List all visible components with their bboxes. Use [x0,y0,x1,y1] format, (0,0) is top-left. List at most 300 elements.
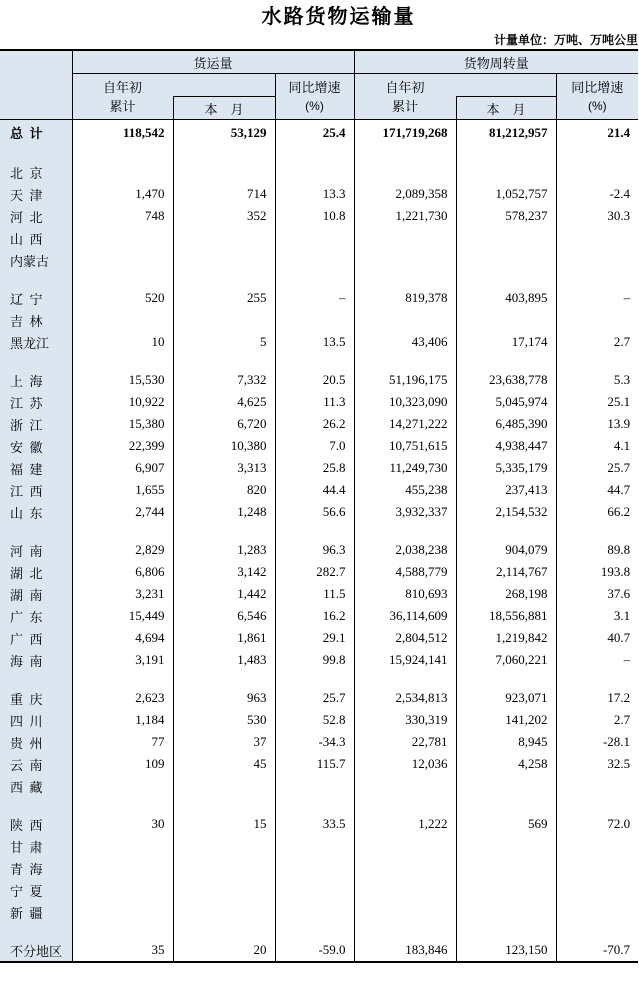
value-cell: 6,806 [72,561,173,583]
value-cell: 43,406 [354,331,456,353]
yoy-label-line2: (%) [305,98,324,113]
region-cell [0,671,72,687]
value-cell [173,857,275,879]
table-row [0,835,638,857]
value-cell: 3,313 [173,457,275,479]
value-cell [354,249,456,271]
value-cell: 99.8 [275,649,354,671]
region-cell: 江 西 [0,479,72,501]
value-cell: 25.7 [556,457,638,479]
value-cell: 4,694 [72,627,173,649]
value-cell [173,309,275,331]
table-header [0,50,638,120]
region-cell [0,271,72,287]
value-cell: 20.5 [275,369,354,391]
value-cell: 81,212,957 [456,120,556,146]
table-row [0,731,638,753]
value-cell: 25.4 [275,120,354,146]
value-cell: 6,907 [72,457,173,479]
value-cell: 530 [173,709,275,731]
region-cell: 不分地区 [0,939,72,962]
value-cell [275,161,354,183]
value-cell: 904,079 [456,539,556,561]
value-cell [173,835,275,857]
region-cell: 福 建 [0,457,72,479]
value-cell: 26.2 [275,413,354,435]
region-cell: 山 西 [0,227,72,249]
col-header-yoy-turnover [556,74,638,120]
region-cell: 河 北 [0,205,72,227]
value-cell [173,879,275,901]
value-cell [72,271,173,287]
spacer-row [0,271,638,287]
value-cell [72,161,173,183]
value-cell: 10,922 [72,391,173,413]
table-row [0,161,638,183]
value-cell [556,523,638,539]
value-cell: 3,231 [72,583,173,605]
value-cell: 2,829 [72,539,173,561]
value-cell [556,227,638,249]
value-cell [556,879,638,901]
table-row [0,857,638,879]
value-cell: 44.4 [275,479,354,501]
value-cell [354,523,456,539]
value-cell: 748 [72,205,173,227]
table-row [0,309,638,331]
value-cell [72,857,173,879]
value-cell [456,271,556,287]
value-cell: 141,202 [456,709,556,731]
value-cell: 7,060,221 [456,649,556,671]
table-row [0,561,638,583]
region-cell: 湖 南 [0,583,72,605]
value-cell: 5,045,974 [456,391,556,413]
value-cell: 1,221,730 [354,205,456,227]
value-cell [354,145,456,161]
value-cell: 72.0 [556,813,638,835]
value-cell [72,353,173,369]
region-cell: 新 疆 [0,901,72,923]
value-cell: 2,038,238 [354,539,456,561]
value-cell: 4,625 [173,391,275,413]
value-cell [72,835,173,857]
region-cell: 宁 夏 [0,879,72,901]
table-row [0,879,638,901]
region-cell: 河 南 [0,539,72,561]
region-cell: 湖 北 [0,561,72,583]
value-cell [275,227,354,249]
spacer-row [0,523,638,539]
value-cell [275,271,354,287]
value-cell [556,835,638,857]
value-cell: – [556,649,638,671]
value-cell: 2,089,358 [354,183,456,205]
value-cell: 5,335,179 [456,457,556,479]
region-cell: 青 海 [0,857,72,879]
yoy-label-line1: 同比增速 [288,79,341,95]
value-cell: 5 [173,331,275,353]
value-cell [72,309,173,331]
region-cell: 浙 江 [0,413,72,435]
value-cell [556,671,638,687]
value-cell: 53,129 [173,120,275,146]
value-cell: 51,196,175 [354,369,456,391]
value-cell: 15,924,141 [354,649,456,671]
table-row [0,649,638,671]
value-cell [354,797,456,813]
value-cell [275,901,354,923]
yoy-label-line2: (%) [587,98,607,113]
table-row [0,687,638,709]
value-cell [456,923,556,939]
value-cell: -2.4 [556,183,638,205]
region-cell: 海 南 [0,649,72,671]
value-cell: 11,249,730 [354,457,456,479]
value-cell: 12,036 [354,753,456,775]
value-cell [275,145,354,161]
value-cell [456,901,556,923]
value-cell: 810,693 [354,583,456,605]
unit-note: 计量单位：万吨、万吨公里 [493,33,638,47]
value-cell: 8,945 [456,731,556,753]
table-row [0,391,638,413]
value-cell: 32.5 [556,753,638,775]
region-cell: 四 川 [0,709,72,731]
region-cell: 安 徽 [0,435,72,457]
value-cell: -28.1 [556,731,638,753]
region-cell: 天 津 [0,183,72,205]
value-cell [456,835,556,857]
value-cell [556,353,638,369]
value-cell: 17.2 [556,687,638,709]
table-row [0,709,638,731]
value-cell [275,353,354,369]
value-cell: 11.3 [275,391,354,413]
value-cell: 183,846 [354,939,456,962]
col-header-cumulative-turnover [354,74,456,120]
value-cell [173,775,275,797]
value-cell: 455,238 [354,479,456,501]
value-cell [275,775,354,797]
value-cell [456,145,556,161]
header-group-row [0,50,638,74]
value-cell [354,923,456,939]
value-cell [456,797,556,813]
value-cell: 1,222 [354,813,456,835]
value-cell: 109 [72,753,173,775]
cumulative-label-line2: 累计 [109,98,136,114]
value-cell [556,857,638,879]
region-cell: 北 京 [0,161,72,183]
value-cell: 56.6 [275,501,354,523]
value-cell [275,309,354,331]
region-cell: 黑龙江 [0,331,72,353]
value-cell: 171,719,268 [354,120,456,146]
value-cell [173,249,275,271]
value-cell [275,671,354,687]
region-cell: 山 东 [0,501,72,523]
value-cell [173,145,275,161]
region-cell: 总 计 [0,120,72,146]
value-cell: 2,804,512 [354,627,456,649]
value-cell: 1,861 [173,627,275,649]
value-cell [556,145,638,161]
value-cell: 13.3 [275,183,354,205]
spacer-row [0,923,638,939]
value-cell [456,353,556,369]
value-cell: -34.3 [275,731,354,753]
value-cell: 7,332 [173,369,275,391]
table-row [0,205,638,227]
value-cell: 30 [72,813,173,835]
region-cell [0,797,72,813]
value-cell [354,671,456,687]
value-cell [456,227,556,249]
cumulative-label-line2: 累计 [392,98,419,114]
value-cell: 3,142 [173,561,275,583]
value-cell: 6,720 [173,413,275,435]
value-cell: 66.2 [556,501,638,523]
table-row [0,775,638,797]
value-cell [72,671,173,687]
value-cell [72,923,173,939]
value-cell [173,161,275,183]
value-cell: 45 [173,753,275,775]
value-cell: 52.8 [275,709,354,731]
value-cell: 96.3 [275,539,354,561]
region-cell: 江 苏 [0,391,72,413]
value-cell [72,145,173,161]
value-cell: 6,546 [173,605,275,627]
table-row [0,501,638,523]
region-cell [0,923,72,939]
value-cell: 33.5 [275,813,354,835]
value-cell: 268,198 [456,583,556,605]
value-cell: 15 [173,813,275,835]
cumulative-label-line1: 自年初 [385,79,425,95]
value-cell: 25.8 [275,457,354,479]
value-cell [556,249,638,271]
table-row [0,120,638,146]
region-cell: 广 东 [0,605,72,627]
value-cell [275,835,354,857]
value-cell [354,901,456,923]
value-cell: 22,399 [72,435,173,457]
table-row [0,435,638,457]
table-row [0,901,638,923]
value-cell [72,227,173,249]
value-cell: 2,114,767 [456,561,556,583]
value-cell: 714 [173,183,275,205]
value-cell [173,671,275,687]
value-cell [72,797,173,813]
value-cell [556,923,638,939]
region-cell: 西 藏 [0,775,72,797]
value-cell [275,879,354,901]
value-cell: 2,154,532 [456,501,556,523]
value-cell: 3,932,337 [354,501,456,523]
value-cell [456,775,556,797]
value-cell: 29.1 [275,627,354,649]
value-cell: 77 [72,731,173,753]
value-cell [173,227,275,249]
value-cell: 2,534,813 [354,687,456,709]
value-cell [354,309,456,331]
value-cell: 89.8 [556,539,638,561]
value-cell: 44.7 [556,479,638,501]
value-cell [556,901,638,923]
value-cell: 25.1 [556,391,638,413]
value-cell: -59.0 [275,939,354,962]
value-cell: 4,588,779 [354,561,456,583]
value-cell [72,775,173,797]
value-cell [354,161,456,183]
region-cell [0,353,72,369]
value-cell: 1,655 [72,479,173,501]
value-cell: 14,271,222 [354,413,456,435]
value-cell: 4,258 [456,753,556,775]
value-cell: 10.8 [275,205,354,227]
value-cell: 4.1 [556,435,638,457]
value-cell [275,523,354,539]
table-row [0,627,638,649]
value-cell [456,671,556,687]
table-row [0,813,638,835]
value-cell: 1,470 [72,183,173,205]
value-cell: 17,174 [456,331,556,353]
region-cell: 广 西 [0,627,72,649]
header-filler-turnover [456,74,556,97]
value-cell: 123,150 [456,939,556,962]
value-cell [173,523,275,539]
value-cell [456,161,556,183]
value-cell: 193.8 [556,561,638,583]
value-cell: 520 [72,287,173,309]
value-cell: 18,556,881 [456,605,556,627]
value-cell: 22,781 [354,731,456,753]
value-cell: 25.7 [275,687,354,709]
value-cell: 1,283 [173,539,275,561]
group-header-freight-volume: 货运量 [72,50,354,74]
value-cell [173,353,275,369]
value-cell: 569 [456,813,556,835]
value-cell: 5.3 [556,369,638,391]
value-cell: 37.6 [556,583,638,605]
value-cell: 2.7 [556,709,638,731]
value-cell: 21.4 [556,120,638,146]
value-cell [354,879,456,901]
value-cell [556,775,638,797]
col-header-month-turnover: 本 月 [456,97,556,120]
value-cell: -70.7 [556,939,638,962]
table-row [0,183,638,205]
yoy-label-line1: 同比增速 [571,79,624,95]
value-cell: 352 [173,205,275,227]
value-cell [354,271,456,287]
value-cell: 3.1 [556,605,638,627]
value-cell [354,775,456,797]
value-cell [173,923,275,939]
table-row [0,249,638,271]
page-title: 水路货物运输量 [261,6,416,28]
value-cell: 1,052,757 [456,183,556,205]
value-cell: 6,485,390 [456,413,556,435]
header-sub-row-1 [0,74,638,97]
value-cell [72,249,173,271]
value-cell: 15,530 [72,369,173,391]
header-filler-volume [173,74,275,97]
region-cell: 吉 林 [0,309,72,331]
region-cell: 重 庆 [0,687,72,709]
value-cell [456,879,556,901]
value-cell [173,797,275,813]
table-row [0,457,638,479]
value-cell [354,353,456,369]
table-row [0,539,638,561]
value-cell [456,309,556,331]
value-cell [275,797,354,813]
region-cell [0,523,72,539]
region-cell: 辽 宁 [0,287,72,309]
value-cell [354,227,456,249]
col-header-cumulative-volume [72,74,173,120]
value-cell: 115.7 [275,753,354,775]
region-cell: 甘 肃 [0,835,72,857]
table-row [0,287,638,309]
value-cell: 20 [173,939,275,962]
value-cell: 1,184 [72,709,173,731]
value-cell: 819,378 [354,287,456,309]
freight-table [0,49,638,963]
value-cell [456,523,556,539]
value-cell [72,901,173,923]
value-cell: 2,623 [72,687,173,709]
region-cell: 陕 西 [0,813,72,835]
region-column-header [0,50,72,120]
table-row [0,753,638,775]
value-cell: 820 [173,479,275,501]
value-cell [173,901,275,923]
value-cell [173,271,275,287]
col-header-yoy-volume [275,74,354,120]
value-cell: 2.7 [556,331,638,353]
value-cell: 23,638,778 [456,369,556,391]
table-row [0,369,638,391]
value-cell: 237,413 [456,479,556,501]
value-cell [275,923,354,939]
region-cell: 内蒙古 [0,249,72,271]
table-row [0,583,638,605]
value-cell: – [556,287,638,309]
value-cell: – [275,287,354,309]
value-cell [556,161,638,183]
region-cell: 云 南 [0,753,72,775]
value-cell: 403,895 [456,287,556,309]
value-cell: 4,938,447 [456,435,556,457]
value-cell: 35 [72,939,173,962]
value-cell: 16.2 [275,605,354,627]
value-cell: 11.5 [275,583,354,605]
value-cell: 7.0 [275,435,354,457]
value-cell: 255 [173,287,275,309]
value-cell [72,523,173,539]
value-cell: 10,751,615 [354,435,456,457]
value-cell [275,249,354,271]
value-cell: 10,323,090 [354,391,456,413]
value-cell: 15,380 [72,413,173,435]
value-cell: 10,380 [173,435,275,457]
